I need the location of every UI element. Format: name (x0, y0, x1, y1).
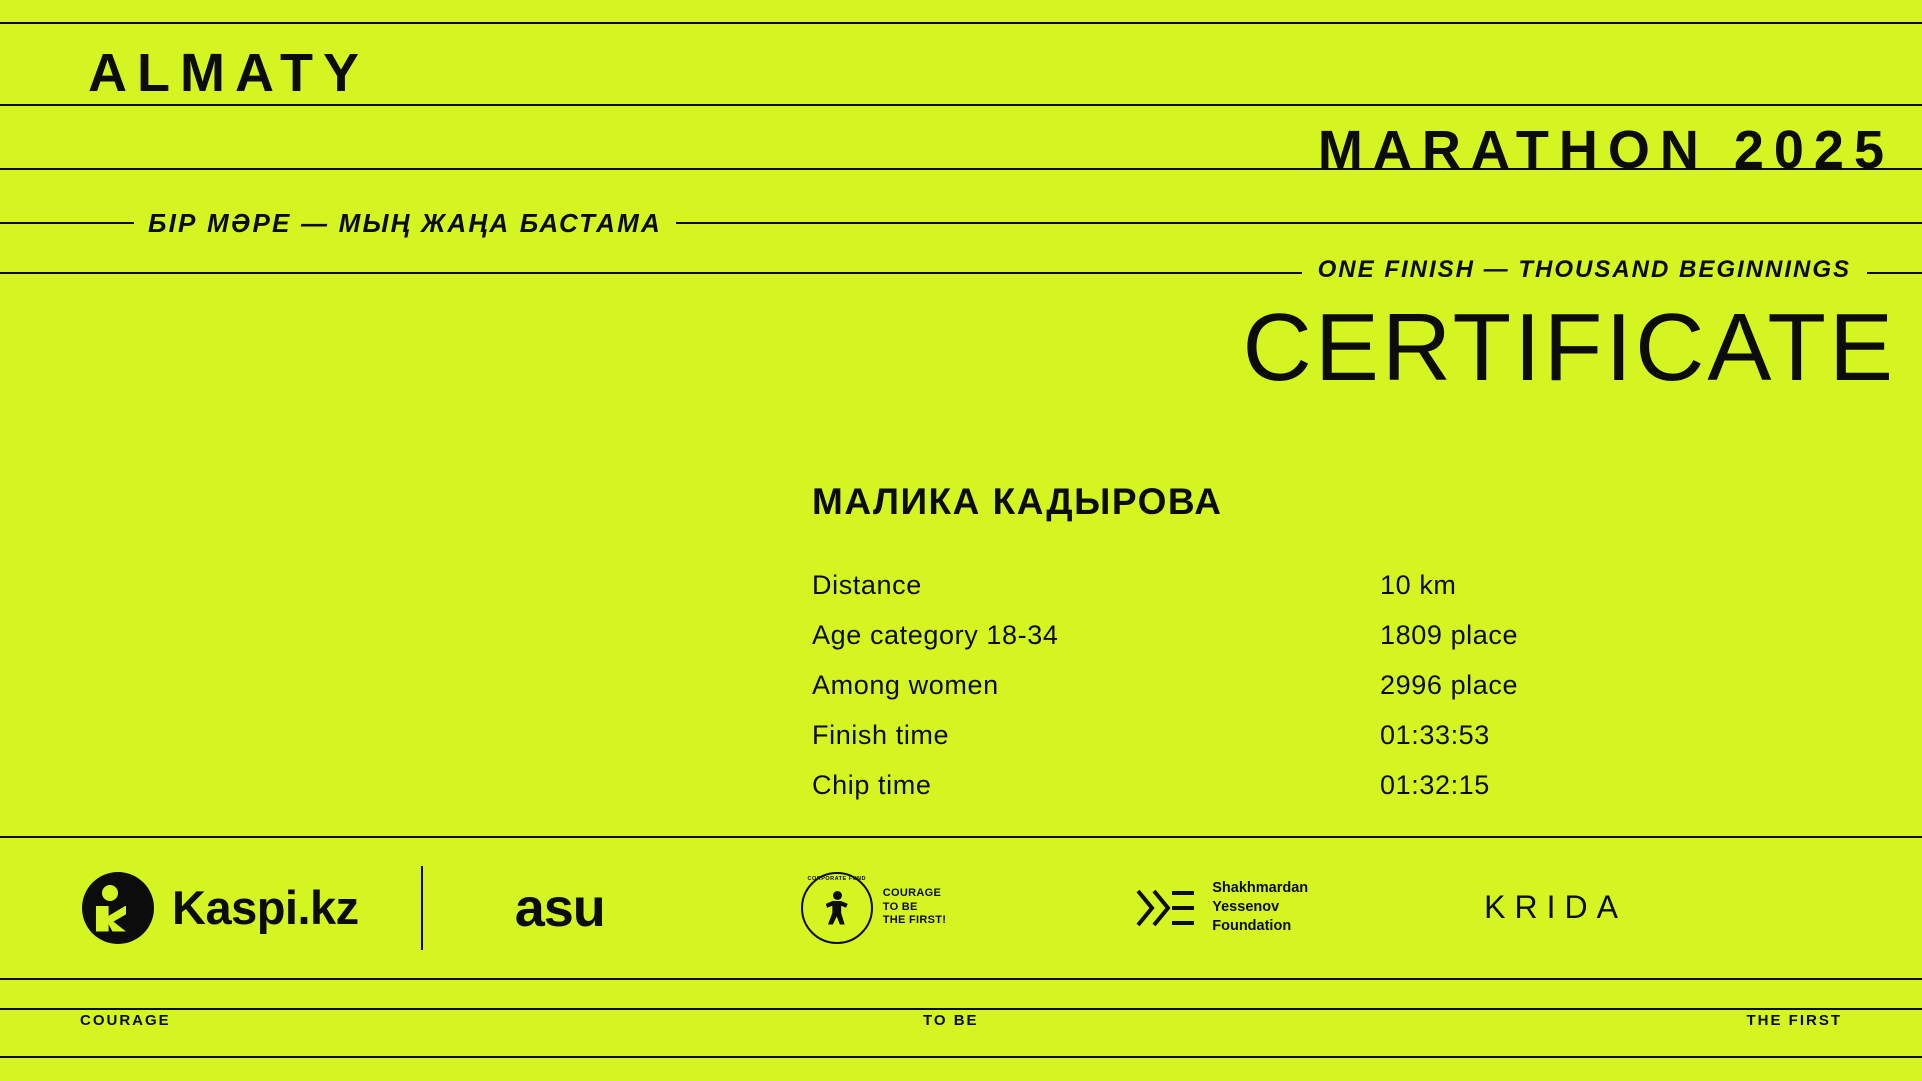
result-value: 2996 place (1380, 670, 1519, 700)
sponsor-courage-fund (801, 872, 947, 944)
table-row (812, 720, 1812, 770)
runner-figure-icon (824, 891, 850, 925)
footer-left-text: COURAGE (80, 1012, 171, 1029)
courage-fund-icon (801, 872, 873, 944)
page-title: CERTIFICATE (1242, 294, 1896, 401)
sponsor-asu (515, 877, 605, 939)
rule-above-sponsors (0, 836, 1922, 838)
rule-bottom (0, 1056, 1922, 1058)
result-label: Among women (812, 670, 999, 700)
result-label: Age category 18-34 (812, 620, 1059, 650)
result-label: Chip time (812, 770, 932, 800)
footer-strip (0, 1012, 1922, 1052)
event-title: MARATHON 2025 (1317, 120, 1894, 180)
table-row (812, 770, 1812, 820)
yessenov-logo-icon (1136, 887, 1198, 929)
sponsor-kaspi (82, 872, 359, 944)
sponsor-asu-label: asu (514, 877, 605, 938)
table-row (812, 620, 1812, 670)
courage-ring-label: CORPORATE FUND (807, 875, 867, 882)
footer-right-text: THE FIRST (1746, 1012, 1842, 1029)
sponsor-krida (1484, 889, 1627, 926)
tagline-kazakh: БІР МӘРЕ — МЫҢ ЖАҢА БАСТАМА (134, 210, 676, 236)
result-label: Distance (812, 570, 922, 600)
sponsor-divider (421, 866, 423, 950)
rule-top (0, 22, 1922, 24)
participant-name: МАЛИКА КАДЫРОВА (812, 481, 1223, 522)
rule-below-sponsors (0, 978, 1922, 980)
result-value: 1809 place (1380, 620, 1519, 650)
table-row (812, 670, 1812, 720)
results-table (812, 570, 1812, 820)
yessenov-line-2: Yessenov (1212, 898, 1280, 915)
sponsor-yessenov-foundation (1136, 879, 1308, 936)
courage-line-3: THE FIRST! (882, 914, 947, 927)
rule-under-city (0, 104, 1922, 106)
sponsor-kaspi-label: Kaspi.kz (172, 881, 359, 934)
result-value: 10 km (1380, 570, 1457, 600)
rule-above-footer (0, 1008, 1922, 1010)
courage-line-2: TO BE (882, 900, 918, 913)
tagline-english: ONE FINISH — THOUSAND BEGINNINGS (1302, 258, 1867, 282)
kaspi-logo-icon (82, 872, 154, 944)
sponsor-yessenov-text (1212, 879, 1308, 936)
result-label: Finish time (812, 720, 950, 750)
courage-line-1: COURAGE (882, 887, 942, 900)
footer-middle-text: TO BE (923, 1012, 979, 1029)
table-row (812, 570, 1812, 620)
result-value: 01:33:53 (1380, 720, 1490, 750)
yessenov-line-1: Shakhmardan (1212, 879, 1309, 896)
yessenov-line-3: Foundation (1212, 918, 1292, 935)
city-title: ALMATY (88, 43, 369, 103)
result-value: 01:32:15 (1380, 770, 1490, 800)
sponsor-strip (0, 840, 1922, 975)
sponsor-krida-label: KRIDA (1484, 889, 1627, 925)
sponsor-courage-text (883, 887, 947, 927)
